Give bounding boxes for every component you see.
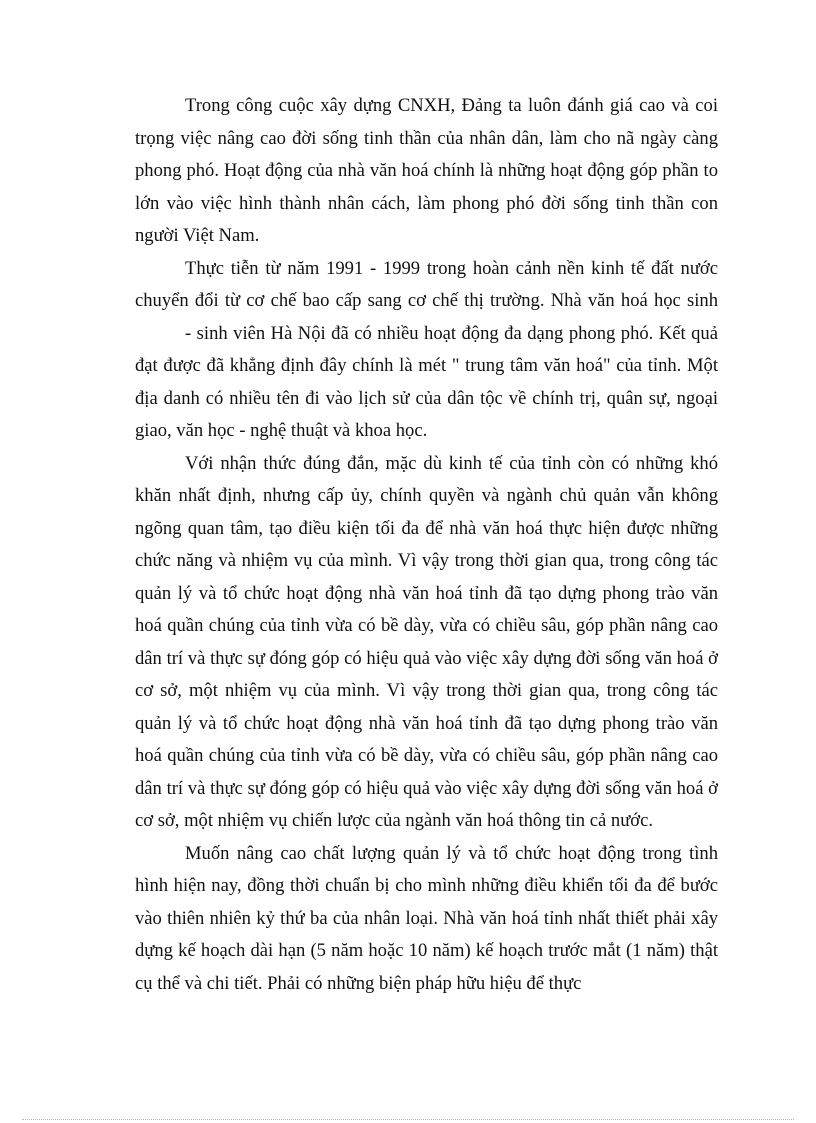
- body-text: [135, 90, 718, 1000]
- paragraph-4: Với nhận thức đúng đắn, mặc dù kinh tế của tỉnh còn có những khó khăn nhất định, nhưng cấp ủy, chính quyền và ngành chủ quản vẫn không ngõng quan tâm, tạo điều kiện tối đa để nhà văn hoá thực hiện được những chức năng và nhiệm vụ của mình. Vì vậy trong thời gian qua, trong công tác quản lý và tổ chức hoạt động nhà văn hoá tỉnh đã tạo dựng phong trào văn hoá quần chúng của tỉnh vừa có bề dày, vừa có chiều sâu, góp phần nâng cao dân trí và thực sự đóng góp có hiệu quả vào việc xây dựng đời sống văn hoá ở cơ sở, một nhiệm vụ của mình. Vì vậy trong thời gian qua, trong công tác quản lý và tổ chức hoạt động nhà văn hoá tỉnh đã tạo dựng phong trào văn hoá quần chúng của tỉnh vừa có bề dày, vừa có chiều sâu, góp phần nâng cao dân trí và thực sự đóng góp có hiệu quả vào việc xây dựng đời sống văn hoá ở cơ sở, một nhiệm vụ chiến lược của ngành văn hoá thông tin cả nước.: [135, 452, 718, 831]
- page-bottom-divider: [22, 1119, 794, 1120]
- paragraph-3: - sinh viên Hà Nội đã có nhiều hoạt động đa dạng phong phó. Kết quả đạt được đã khẳng định đây chính là mét " trung tâm văn hoá" của tỉnh. Một địa danh có nhiều tên đi vào lịch sử của dân tộc về chính trị, quân sự, ngoại giao, văn học - nghệ thuật và khoa học.: [135, 322, 718, 441]
- paragraph-2: Thực tiễn từ năm 1991 - 1999 trong hoàn cảnh nền kinh tế đất nước chuyển đổi từ cơ chế bao cấp sang cơ chế thị trường. Nhà văn hoá học sinh: [135, 257, 718, 311]
- paragraph-5: Muốn nâng cao chất lượng quản lý và tổ chức hoạt động trong tình hình hiện nay, đồng thời chuẩn bị cho mình những điều khiển tối đa để bước vào thiên nhiên kỷ thứ ba của nhân loại. Nhà văn hoá tỉnh nhất thiết phải xây dựng kế hoạch dài hạn (5 năm hoặc 10 năm) kế hoạch trước mắt (1 năm) thật cụ thể và chi tiết. Phải có những biện pháp hữu hiệu để thực: [135, 842, 718, 994]
- paragraph-1: Trong công cuộc xây dựng CNXH, Đảng ta luôn đánh giá cao và coi trọng việc nâng cao đời sống tinh thần của nhân dân, làm cho nã ngày càng phong phó. Hoạt động của nhà văn hoá chính là những hoạt động góp phần to lớn vào việc hình thành nhân cách, làm phong phó đời sống tinh thần con người Việt Nam.: [135, 95, 718, 246]
